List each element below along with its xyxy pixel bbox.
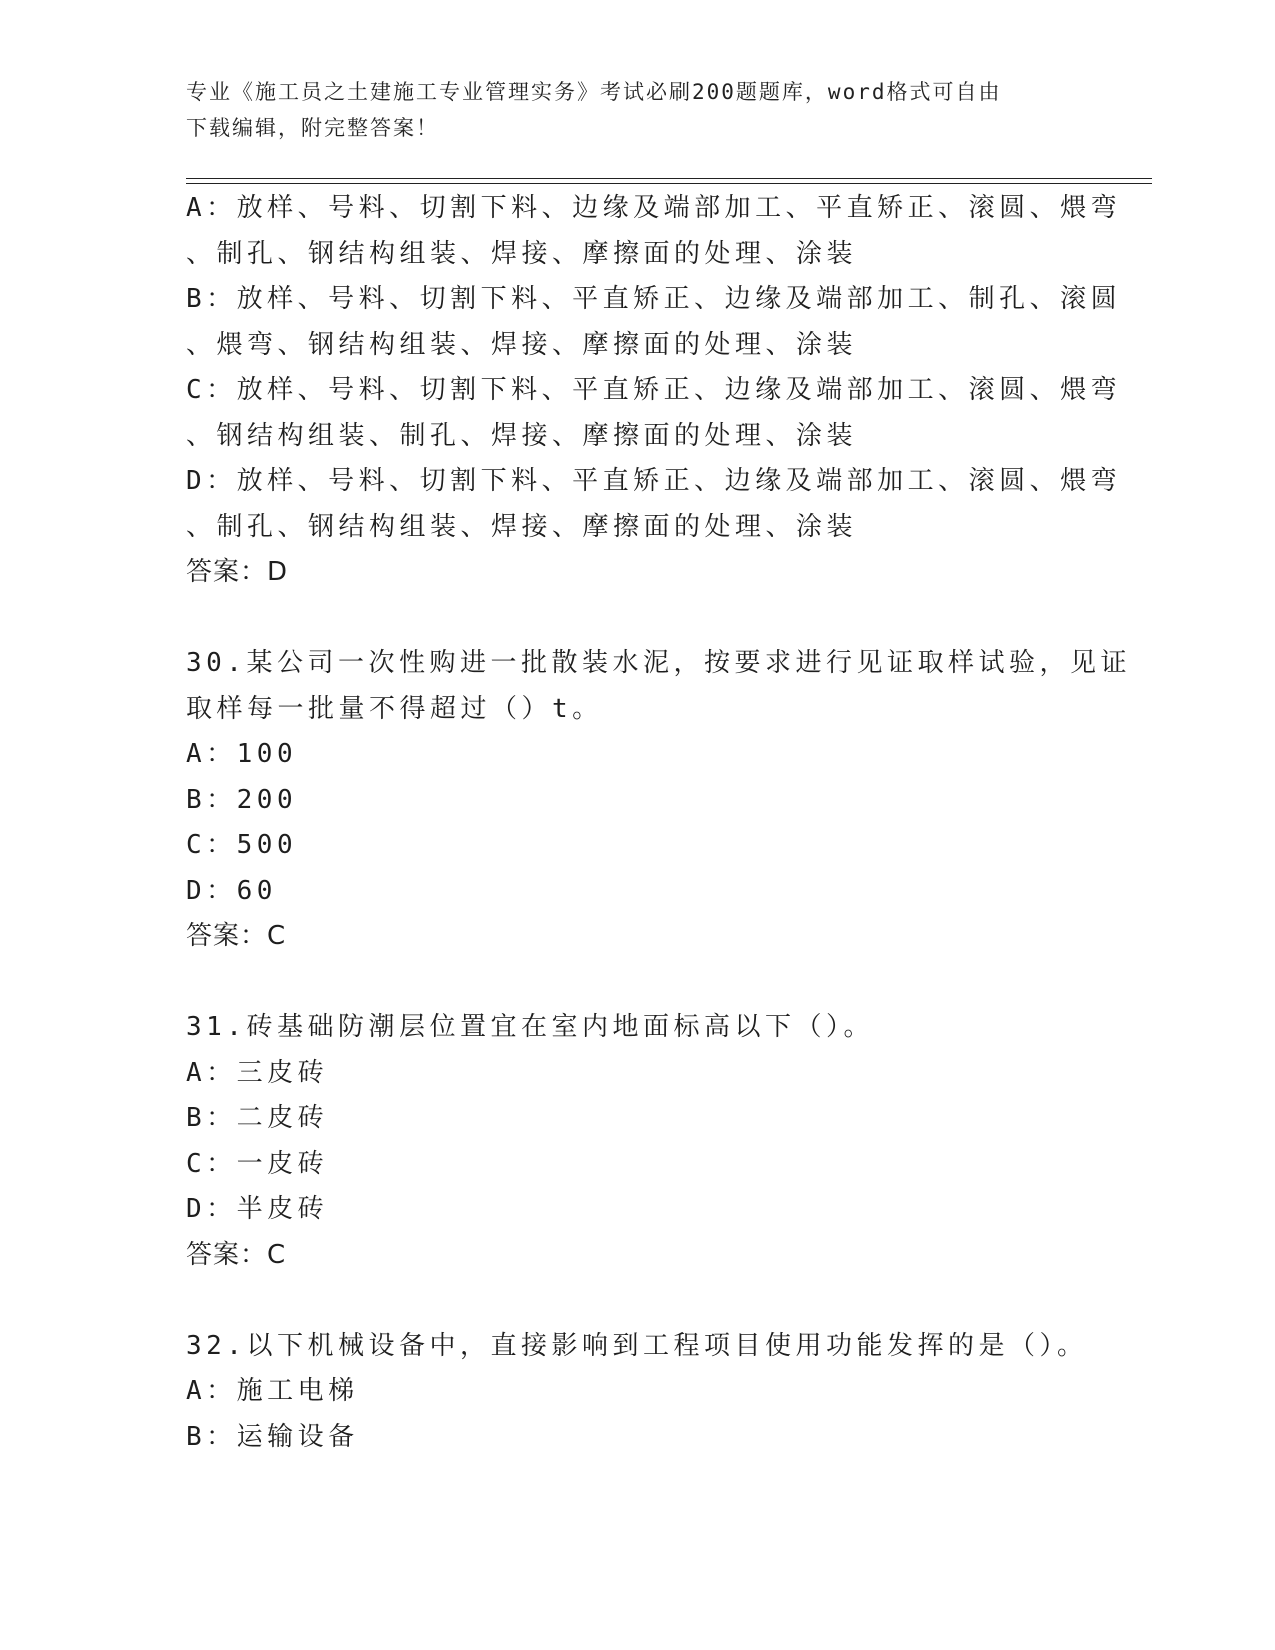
document-body	[186, 186, 1131, 1460]
option-b: B：运输设备	[186, 1421, 359, 1452]
answer: 答案：C	[186, 1239, 287, 1270]
option-b-line-1: B：放样、号料、切割下料、平直矫正、边缘及端部加工、制孔、滚圆	[186, 284, 1122, 314]
header-line-1: 专业《施工员之土建施工专业管理实务》考试必刷200题题库，word格式可自由	[186, 80, 1002, 104]
header-divider-bottom	[186, 183, 1152, 184]
option-a-line-2: 、制孔、钢结构组装、焊接、摩擦面的处理、涂装	[186, 238, 858, 269]
option-a-line-1: A：放样、号料、切割下料、边缘及端部加工、平直矫正、滚圆、煨弯	[186, 193, 1122, 223]
question-32	[186, 1324, 1086, 1461]
spacer	[186, 960, 1086, 1006]
answer: 答案：D	[186, 557, 289, 587]
option-a: A：施工电梯	[186, 1376, 359, 1406]
option-b: B：200	[186, 784, 298, 815]
option-c-line-1: C：放样、号料、切割下料、平直矫正、边缘及端部加工、滚圆、煨弯	[186, 375, 1122, 405]
header-line-2: 下载编辑，附完整答案！	[186, 116, 439, 140]
document-header	[186, 74, 1066, 146]
spacer	[186, 596, 1086, 642]
option-d: D：60	[186, 875, 277, 906]
spacer	[186, 1278, 1086, 1324]
option-a: A：三皮砖	[186, 1057, 329, 1088]
option-b-line-2: 、煨弯、钢结构组装、焊接、摩擦面的处理、涂装	[186, 329, 858, 360]
question-stem: 32.以下机械设备中，直接影响到工程项目使用功能发挥的是（）。	[186, 1330, 1088, 1361]
option-c: C：500	[186, 830, 298, 860]
option-d-line-2: 、制孔、钢结构组装、焊接、摩擦面的处理、涂装	[186, 511, 858, 542]
question-stem-line-1: 30.某公司一次性购进一批散装水泥，按要求进行见证取样试验，见证	[186, 648, 1131, 678]
question-stem: 31.砖基础防潮层位置宜在室内地面标高以下（）。	[186, 1012, 874, 1042]
header-divider-top	[186, 178, 1152, 179]
option-a: A：100	[186, 739, 298, 769]
question-29	[186, 186, 1122, 596]
question-31	[186, 1005, 1086, 1278]
option-d: D：半皮砖	[186, 1194, 329, 1224]
answer: 答案：C	[186, 921, 287, 951]
option-b: B：二皮砖	[186, 1103, 329, 1133]
option-d-line-1: D：放样、号料、切割下料、平直矫正、边缘及端部加工、滚圆、煨弯	[186, 466, 1122, 496]
option-c-line-2: 、钢结构组装、制孔、焊接、摩擦面的处理、涂装	[186, 420, 858, 451]
question-30	[186, 641, 1131, 960]
option-c: C：一皮砖	[186, 1148, 329, 1179]
question-stem-line-2: 取样每一批量不得超过（）t。	[186, 693, 603, 724]
